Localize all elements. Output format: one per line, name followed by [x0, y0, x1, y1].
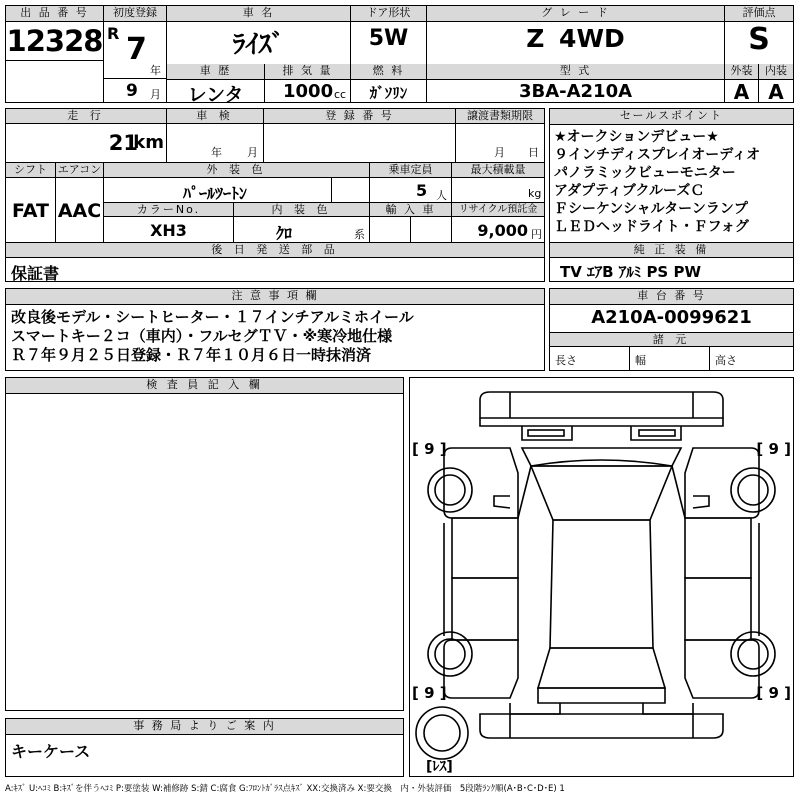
displacement-unit: cc: [334, 88, 347, 101]
ext-color-value: ﾊﾟｰﾙﾂｰﾄﾝ: [182, 184, 247, 203]
transfer-month-unit: 月: [494, 146, 505, 159]
history-cell: [167, 64, 265, 102]
era-value: R: [107, 24, 120, 43]
vehicle-details-section: [5, 108, 545, 282]
colorno-cell: [104, 217, 234, 242]
ext-color-cell: [104, 178, 370, 203]
mileage-cell: [6, 124, 167, 162]
recycle-value: 9,000: [477, 221, 528, 240]
colorno-label: カラーNo.: [104, 203, 234, 217]
legend: A:ｷｽﾞ U:ﾍｺﾐ B:ｷｽﾞを伴うﾍｺﾐ P:要塗装 W:補修跡 S:錆 C:腐食 G:ﾌﾛﾝﾄｶﾞﾗｽ点ｷｽﾞ XX:交換済み X:要交換 内・外装評価 5段階ﾗﾝｸ順(A･B･C･D･E) 1: [5, 784, 565, 794]
year-unit: 年: [150, 64, 161, 77]
height-label: 高さ: [715, 354, 737, 367]
interior-label: 内装: [759, 64, 793, 80]
recycle-cell: [452, 217, 544, 242]
tire-rear-right-grade: [ 9 ]: [756, 684, 791, 702]
sales-point-line: アダプティブクルーズＣ: [554, 183, 705, 199]
length-cell: [550, 347, 630, 370]
int-color-label: 内 装 色: [234, 203, 370, 217]
fuel-value: ｶﾞｿﾘﾝ: [369, 84, 408, 102]
load-cell: [452, 178, 544, 203]
grade-cell: [427, 6, 725, 64]
door-label: ドア形状: [351, 6, 426, 22]
tire-rear-left-grade: [ 9 ]: [412, 684, 447, 702]
mileage-value: 21: [108, 131, 138, 155]
recycle-label: リサイクル預託金: [452, 203, 544, 217]
year-value: 7: [126, 32, 147, 67]
chassis-label: 車 台 番 号: [550, 289, 793, 305]
later-parts-value: 保証書: [11, 264, 60, 281]
model-label: 型 式: [427, 64, 724, 80]
transfer-cell: [456, 124, 544, 162]
interior-value: A: [768, 80, 784, 102]
displacement-label: 排 気 量: [265, 64, 350, 80]
load-label: 最大積載量: [452, 163, 544, 178]
capacity-label: 乗車定員: [370, 163, 452, 178]
int-color-unit: 系: [354, 228, 365, 241]
sales-point-line: ＬＥＤヘッドライト・Ｆフォグ: [554, 219, 749, 235]
notes-section: [5, 288, 545, 371]
lot-number-label: 出 品 番 号: [6, 6, 103, 22]
shift-label: シフト: [6, 163, 56, 178]
top-section: [5, 5, 794, 103]
fuel-cell: [351, 64, 427, 102]
notes-line: 改良後モデル・シートヒーター・１７インチアルミホイール: [11, 308, 414, 326]
model-value: 3BA-A210A: [518, 81, 633, 102]
inspection-label: 車 検: [167, 109, 264, 124]
office-label: 事 務 局 よ り ご 案 内: [6, 719, 403, 735]
grade-value: Z 4WD: [526, 24, 625, 53]
equipment-value: TV ｴｱB ｱﾙﾐ PS PW: [560, 263, 701, 281]
history-value: レンタ: [187, 84, 244, 102]
displacement-cell: [265, 64, 351, 102]
first-registration-label: 初度登録: [104, 6, 166, 22]
equipment-label: 純 正 装 備: [550, 242, 793, 258]
rating-label: 評価点: [725, 6, 793, 22]
ext-color-label: 外 装 色: [104, 163, 370, 178]
sales-point-line: ９インチディスプレイオーディオ: [554, 147, 761, 163]
int-color-value: ｸﾛ: [275, 224, 292, 242]
ac-label: エアコン: [56, 163, 104, 178]
rating-value: S: [748, 22, 770, 57]
inspector-label: 検 査 員 記 入 欄: [6, 378, 403, 394]
notes-line: Ｒ７年９月２５日登録・Ｒ７年１０月６日一時抹消済: [11, 346, 372, 364]
shift-cell: [6, 178, 56, 242]
later-parts-label: 後 日 発 送 部 品: [6, 242, 544, 258]
tire-front-left-grade: [ 9 ]: [412, 440, 447, 458]
fuel-label: 燃 料: [351, 64, 426, 80]
interior-cell: [759, 64, 793, 102]
door-value: 5W: [368, 26, 409, 51]
inspection-year-unit: 年: [211, 146, 222, 159]
month-unit: 月: [150, 88, 161, 101]
load-unit: kg: [528, 187, 542, 200]
office-section: [5, 718, 404, 777]
capacity-value: 5: [416, 181, 428, 200]
ac-value: AAC: [57, 200, 102, 222]
sales-point-line: ★オークションデビュー★: [554, 129, 719, 145]
first-registration-cell: [104, 6, 167, 102]
lot-number-value: 12328: [6, 24, 103, 58]
transfer-label: 譲渡書類期限: [456, 109, 544, 124]
capacity-unit: 人: [436, 189, 447, 202]
model-cell: [427, 64, 725, 102]
car-diagram: [410, 378, 793, 776]
sales-point-section: [549, 108, 794, 282]
dims-label: 諸 元: [550, 332, 793, 347]
transfer-day-unit: 日: [528, 146, 539, 159]
spare-tire-grade: [ﾚｽ]: [426, 759, 453, 775]
width-label: 幅: [635, 354, 646, 367]
office-value: キーケース: [11, 742, 91, 761]
capacity-cell: [370, 178, 452, 203]
history-label: 車 歴: [167, 64, 264, 80]
lot-number-cell: [6, 6, 104, 102]
notes-line: スマートキー２コ（車内）・フルセグＴＶ・※寒冷地仕様: [11, 327, 393, 345]
grade-label: グ レ ー ド: [427, 6, 724, 22]
month-value: 9: [126, 81, 138, 101]
car-diagram-section: [409, 377, 794, 777]
height-cell: [710, 347, 793, 370]
regno-cell: [264, 124, 456, 162]
import-label: 輸 入 車: [370, 203, 452, 217]
mileage-unit: km: [133, 132, 164, 153]
notes-label: 注 意 事 項 欄: [6, 289, 544, 305]
int-color-cell: [234, 217, 370, 242]
recycle-unit: 円: [531, 228, 542, 241]
displacement-value: 1000: [283, 81, 334, 102]
shift-value: FAT: [12, 200, 49, 222]
exterior-label: 外装: [725, 64, 758, 80]
chassis-value: A210A-0099621: [591, 307, 752, 328]
sales-point-label: セールスポイント: [550, 109, 793, 125]
exterior-value: A: [733, 80, 750, 102]
width-cell: [630, 347, 710, 370]
colorno-value: XH3: [150, 221, 187, 240]
car-name-label: 車 名: [167, 6, 350, 22]
tire-front-right-grade: [ 9 ]: [756, 440, 791, 458]
car-name-cell: [167, 6, 351, 64]
inspection-cell: [167, 124, 264, 162]
rating-cell: [725, 6, 793, 64]
exterior-cell: [725, 64, 759, 102]
ac-cell: [56, 178, 104, 242]
inspection-month-unit: 月: [247, 146, 258, 159]
door-cell: [351, 6, 427, 64]
mileage-label: 走 行: [6, 109, 167, 124]
sales-point-line: パノラミックビューモニター: [554, 165, 736, 181]
car-name-value: ﾗｲｽﾞ: [232, 30, 285, 60]
length-label: 長さ: [555, 354, 577, 367]
import-cell: [370, 217, 452, 242]
chassis-section: [549, 288, 794, 371]
sales-point-line: Ｆシーケンシャルターンランプ: [554, 201, 748, 217]
regno-label: 登 録 番 号: [264, 109, 456, 124]
inspector-section: [5, 377, 404, 711]
